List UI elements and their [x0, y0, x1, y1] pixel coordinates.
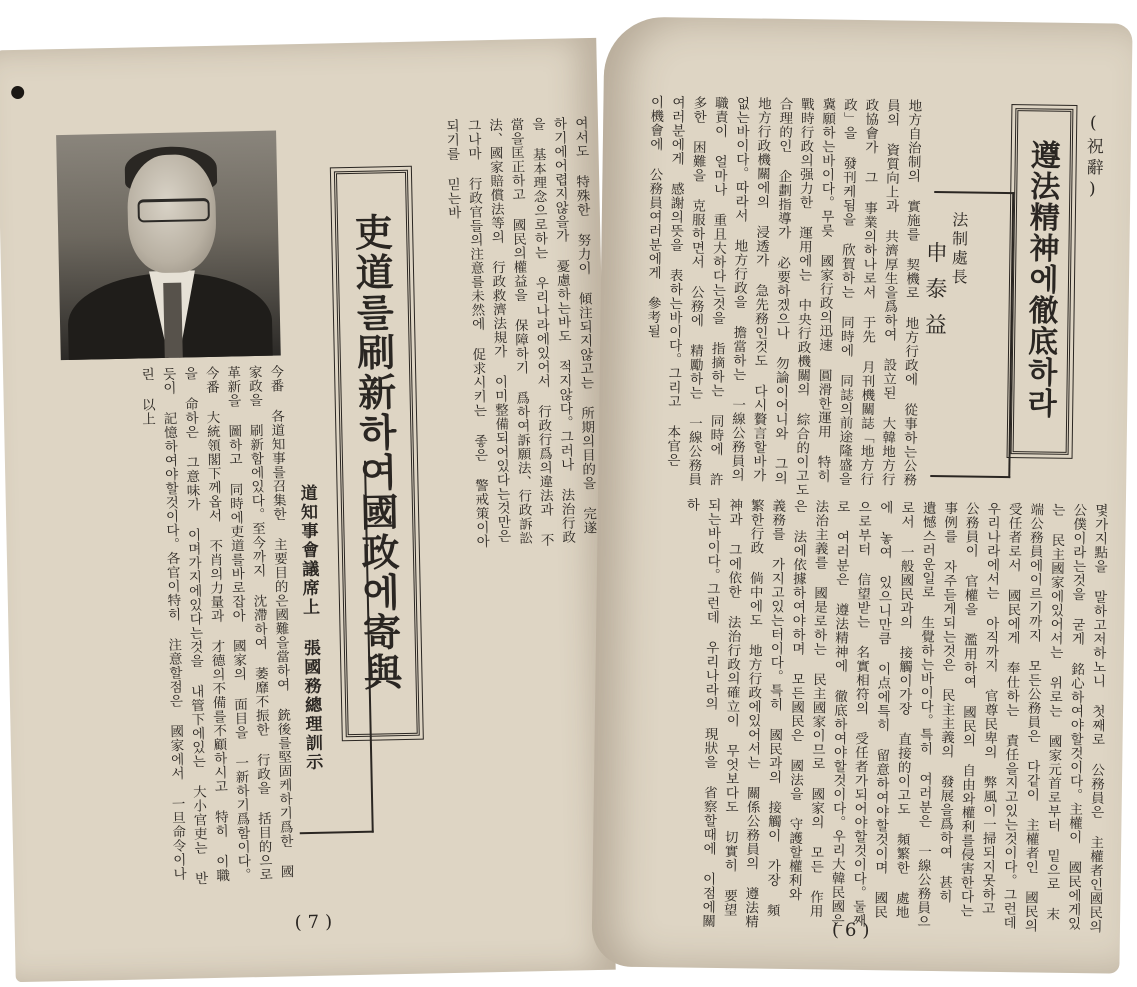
body-text-top: 여서도 特殊한 努力이 傾注되지않고는 所期의目的을 完遂하기에어렵지않을가 憂慮하는바도 적지않다。그러나 法治行政을 基本理念으로하는 우리나라에있어서 行政行爲의違法과 不當을匡正하고 國民의權益을 保障하기 爲하여訴願法、行政訴訟法、國家賠償法等의 行政救濟法規가 이미整備되어있다는것만은 그나마 行政官들의注意를未然에 促求시키는 좋은 警戒策이아되기를 믿는바: [442, 116, 597, 549]
author-name: 申泰益: [921, 240, 948, 350]
binding-hole: [11, 86, 24, 99]
article-title: 遵法精神에徹底하라: [1021, 138, 1060, 419]
portrait-photo: [56, 131, 281, 361]
body-text-bottom: 今番 各道知事를召集한 主要目的은國難을當하여 銃後를堅固케하기爲한 國家政을 刷新함에있다。至今까지 沈滯하여 萎靡不振한 行政을 括目的으로 革新을 圖하고 同時에吏道를바로잡아 國家의 面目을 一新하기爲함이다。今番 大統領閣下께옵서 不肖의力量과 才德의不備를不顧하시고 特히 이職을 命하은 그意味가 이며가지에있다는것을 내管下에있는 大小官吏는 반듯이 記憶하여야할것이다。各官이特히 注意할점은 國家에서 一旦命令이나린 以上: [137, 364, 294, 886]
article-title: 吏道를刷新하여國政에寄與: [347, 212, 403, 693]
author-title: 法制處長: [948, 211, 969, 288]
body-text-bottom: 몇가지點을 말하고저하노니 첫째로 公務員은 主權者인國民의 公僕이라는것을 굳게 銘心하여야할것이다。主權이 國民에게있는 民主國家에있어서는 위로는 國家元首로부터 밑으로 末端公務員에이르기까지 모든公務員은 다같이 主權者인 國民의 受任者로서 國民에게 奉仕하는 責任을지고있는것이다。그런데 우리나라에서는 아직까지 官尊民卑의 弊風이一掃되지못하고 公務員이 官權을 濫用하여 國民의 自由와權利를侵害한다는 事例를 자주듣게되는것은 民主主義의 發展을爲하여 甚히 遺憾스러운일로 生覺하는바이다。특히 여러분은 一線公務員으로서 一般國民과의 接觸이가장 直接的이고도 頻繁한 處地에 놓여 있으니만큼 이点에특히 留意하여야할것이며 國民으로부터 信望받는 名實相符의 受任者가되어야할것이다。둘째로 여러분은 遵法精神에 徹底하여야할것이다。우리大韓民國은 法治主義를 國是로하는 民主國家이므로 國家의 모든 作用은 法에依據하여야하며 모든國民은 國法을 守護할權利와 義務를 가지고있는터이다。특히 國民과의 接觸이 가장 頻繁한行政 倘中에도 地方行政에있어서는 關係公務員의 遵法精神과 그에依한 法治行政의確立이 무엇보다도 切實히 要望되는바이다。그런데 우리나라의 現狀을 省察할때에 이점에關하: [683, 497, 1108, 934]
right-page: [591, 16, 1132, 973]
body-text-top: 地方自治制의 實施를 契機로 地方行政에 從事하는公務員의 資質向上과 共濟厚生을爲하여 設立된 大韓地方行政協會가 그 事業의하나로서 于先 月刊機關誌「地方行政」을 發刊케됨을 欣賀하는 同時에 同誌의前途隆盛을 冀願하는바이다。무릇 國家行政의迅速 圓滑한運用 特히 戰時行政의强力한 運用에는 中央行政機關의 綜合的이고도 合理的인 企劃指導가 必要하겠으나 勿論이어니와 그의 地方行政機關에의 浸透가 急先務인것도 다시贅言할바가 없는바이다。따라서 地方行政을 擔當하는 一線公務員의 職責이 얼마나 重且大하다는것을 指摘하는 同時에 許多한 困難을 克服하면서 公務에 精勵하는 一線公務員여러분에게 感謝의뜻을 表하는바이다。그리고 本官은 이機會에 公務員여러분에게 參考될: [644, 94, 922, 497]
section-label: (祝辭): [1082, 113, 1104, 204]
page-number: (6): [831, 919, 876, 942]
left-page: [0, 38, 616, 982]
article-byline: 道知事會議席上 張國務總理訓示: [296, 483, 323, 773]
page-number: (7): [294, 911, 339, 934]
